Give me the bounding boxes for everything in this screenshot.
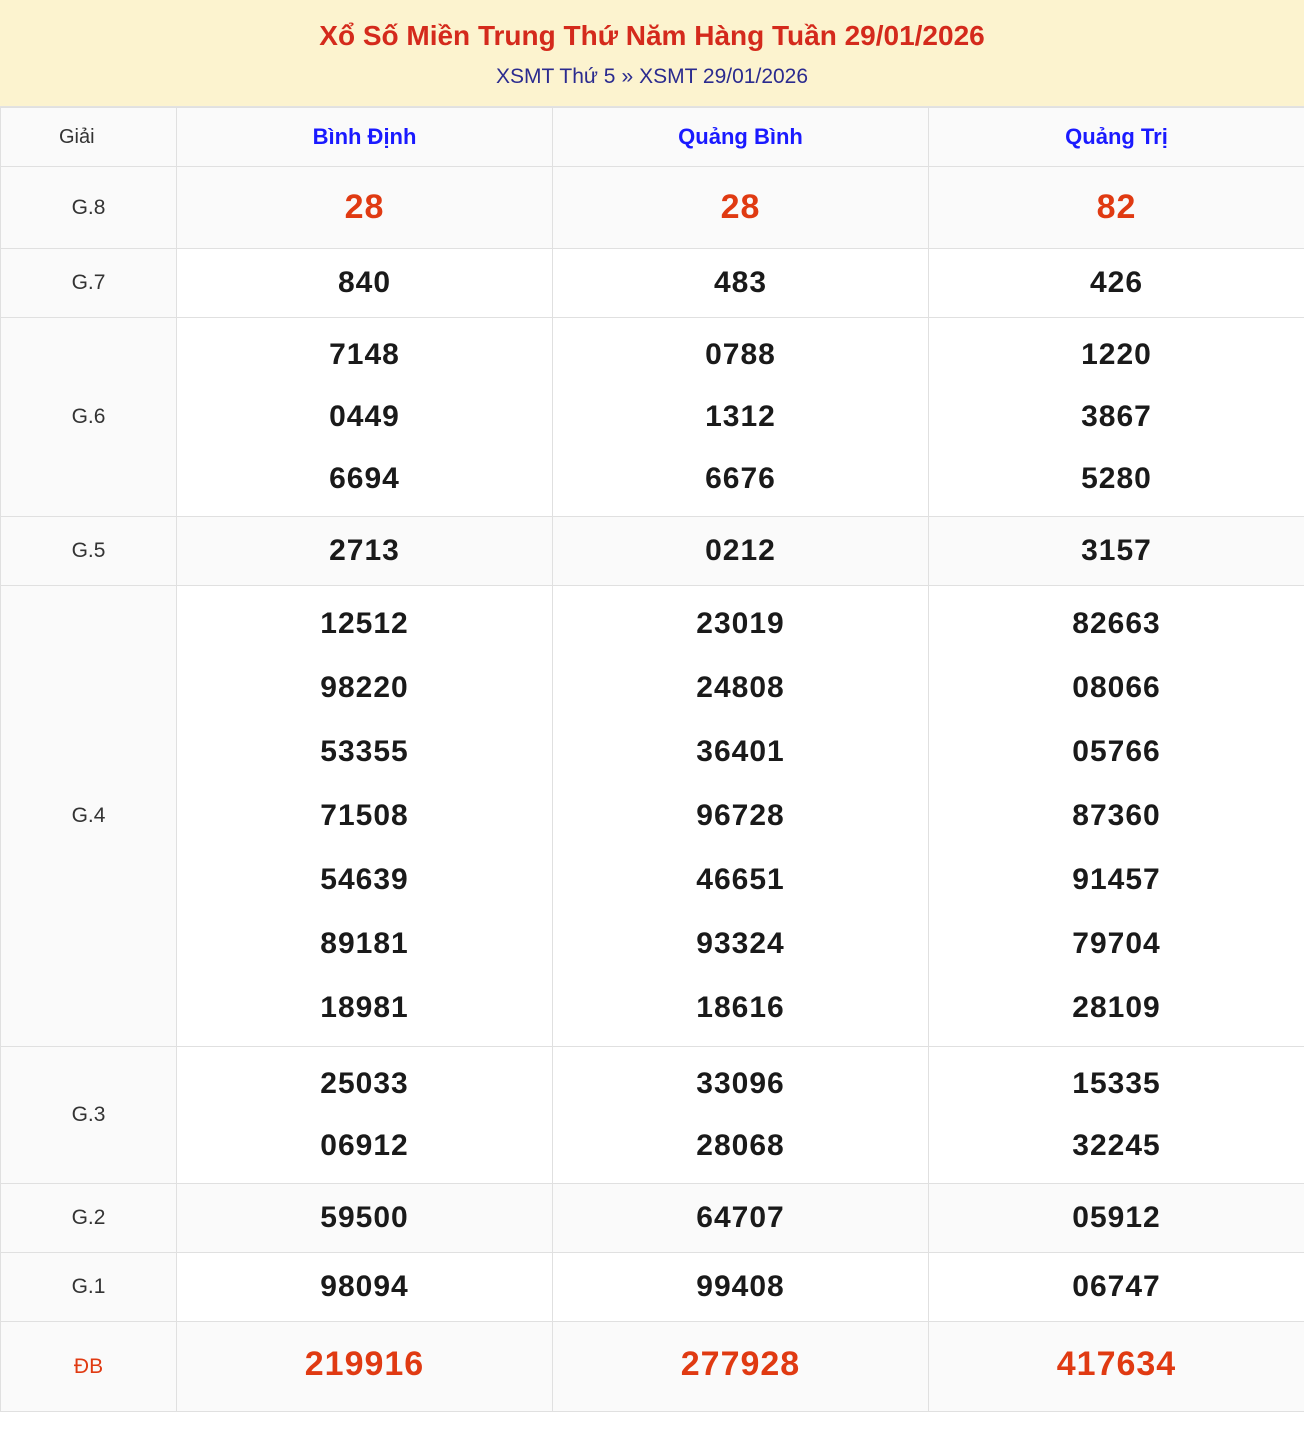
table-row	[1, 1047, 1304, 1184]
result-number: 06912	[320, 1129, 409, 1163]
result-number: 98094	[320, 1270, 409, 1304]
result-number: 6676	[705, 462, 776, 496]
result-cell	[177, 517, 553, 586]
result-number: 87360	[1072, 799, 1161, 833]
prize-label: G.5	[1, 517, 177, 586]
result-cell	[553, 167, 929, 249]
result-number: 36401	[696, 735, 785, 769]
result-number: 08066	[1072, 671, 1161, 705]
result-number: 24808	[696, 671, 785, 705]
result-cell	[177, 586, 553, 1047]
result-cell	[177, 318, 553, 517]
table-row	[1, 167, 1304, 249]
result-number: 426	[1089, 266, 1144, 300]
result-cell	[177, 1322, 553, 1412]
result-number: 7148	[329, 338, 400, 372]
result-number: 25033	[320, 1067, 409, 1101]
result-cell	[553, 318, 929, 517]
result-number: 3867	[1081, 400, 1152, 434]
result-cell	[177, 249, 553, 318]
table-body	[1, 167, 1304, 1412]
result-cell	[929, 1253, 1304, 1322]
prize-label: G.2	[1, 1184, 177, 1253]
column-header-prize: Giải	[1, 108, 177, 167]
breadcrumb-parent-link[interactable]: XSMT Thứ 5	[495, 65, 616, 88]
table-header-row	[1, 108, 1304, 167]
result-number: 99408	[696, 1270, 785, 1304]
result-number: 32245	[1072, 1129, 1161, 1163]
result-number: 93324	[696, 927, 785, 961]
result-number: 0788	[705, 338, 776, 372]
column-header-province-2[interactable]: Quảng Bình	[553, 108, 929, 167]
result-number: 840	[337, 266, 392, 300]
table-row	[1, 586, 1304, 1047]
result-cell	[553, 249, 929, 318]
result-number: 5280	[1081, 462, 1152, 496]
result-cell	[177, 1047, 553, 1184]
result-number: 28068	[696, 1129, 785, 1163]
result-cell	[177, 1184, 553, 1253]
result-number: 05766	[1072, 735, 1161, 769]
result-cell	[553, 586, 929, 1047]
result-number: 33096	[696, 1067, 785, 1101]
table-row	[1, 1253, 1304, 1322]
result-cell	[929, 517, 1304, 586]
result-number: 1312	[705, 400, 776, 434]
breadcrumb-current-link[interactable]: XSMT 29/01/2026	[639, 65, 809, 88]
result-cell	[929, 586, 1304, 1047]
result-number: 18981	[320, 991, 409, 1025]
result-number: 53355	[320, 735, 409, 769]
table-row	[1, 1322, 1304, 1412]
prize-label: G.4	[1, 586, 177, 1047]
page-header	[0, 0, 1304, 107]
result-number: 91457	[1072, 863, 1161, 897]
table-row	[1, 249, 1304, 318]
column-header-province-1[interactable]: Bình Định	[177, 108, 553, 167]
result-cell	[553, 1322, 929, 1412]
result-number: 277928	[680, 1345, 801, 1384]
result-number: 3157	[1081, 534, 1152, 568]
table-row	[1, 517, 1304, 586]
column-header-province-3[interactable]: Quảng Trị	[929, 108, 1304, 167]
result-number: 05912	[1072, 1201, 1161, 1235]
page-title: Xổ Số Miền Trung Thứ Năm Hàng Tuần 29/01/2026	[319, 20, 985, 51]
result-number: 6694	[329, 462, 400, 496]
prize-label: G.1	[1, 1253, 177, 1322]
prize-label: G.7	[1, 249, 177, 318]
result-number: 54639	[320, 863, 409, 897]
result-cell	[177, 1253, 553, 1322]
result-number: 1220	[1081, 338, 1152, 372]
result-number: 71508	[320, 799, 409, 833]
result-cell	[553, 1047, 929, 1184]
result-number: 96728	[696, 799, 785, 833]
result-cell	[177, 167, 553, 249]
result-number: 28	[720, 188, 761, 227]
result-number: 64707	[696, 1201, 785, 1235]
results-table	[0, 107, 1304, 1412]
result-cell	[929, 167, 1304, 249]
result-number: 28	[344, 188, 385, 227]
result-number: 417634	[1056, 1345, 1177, 1384]
result-cell	[929, 1184, 1304, 1253]
result-cell	[929, 318, 1304, 517]
result-number: 483	[713, 266, 768, 300]
prize-label: G.6	[1, 318, 177, 517]
result-number: 2713	[329, 534, 400, 568]
result-cell	[929, 249, 1304, 318]
result-cell	[553, 1253, 929, 1322]
result-number: 12512	[320, 607, 409, 641]
breadcrumb-separator: »	[621, 65, 634, 88]
result-number: 0212	[705, 534, 776, 568]
result-number: 89181	[320, 927, 409, 961]
result-number: 59500	[320, 1201, 409, 1235]
breadcrumb	[10, 63, 1294, 90]
prize-label: ĐB	[1, 1322, 177, 1412]
table-header	[1, 108, 1304, 167]
result-number: 82	[1096, 188, 1137, 227]
result-number: 46651	[696, 863, 785, 897]
prize-label: G.8	[1, 167, 177, 249]
prize-label: G.3	[1, 1047, 177, 1184]
result-number: 23019	[696, 607, 785, 641]
table-row	[1, 318, 1304, 517]
result-number: 15335	[1072, 1067, 1161, 1101]
result-number: 0449	[329, 400, 400, 434]
result-number: 18616	[696, 991, 785, 1025]
result-number: 79704	[1072, 927, 1161, 961]
result-cell	[553, 517, 929, 586]
result-number: 219916	[304, 1345, 425, 1384]
table-row	[1, 1184, 1304, 1253]
result-number: 98220	[320, 671, 409, 705]
result-cell	[929, 1322, 1304, 1412]
result-number: 28109	[1072, 991, 1161, 1025]
result-cell	[553, 1184, 929, 1253]
result-number: 06747	[1072, 1270, 1161, 1304]
result-cell	[929, 1047, 1304, 1184]
result-number: 82663	[1072, 607, 1161, 641]
